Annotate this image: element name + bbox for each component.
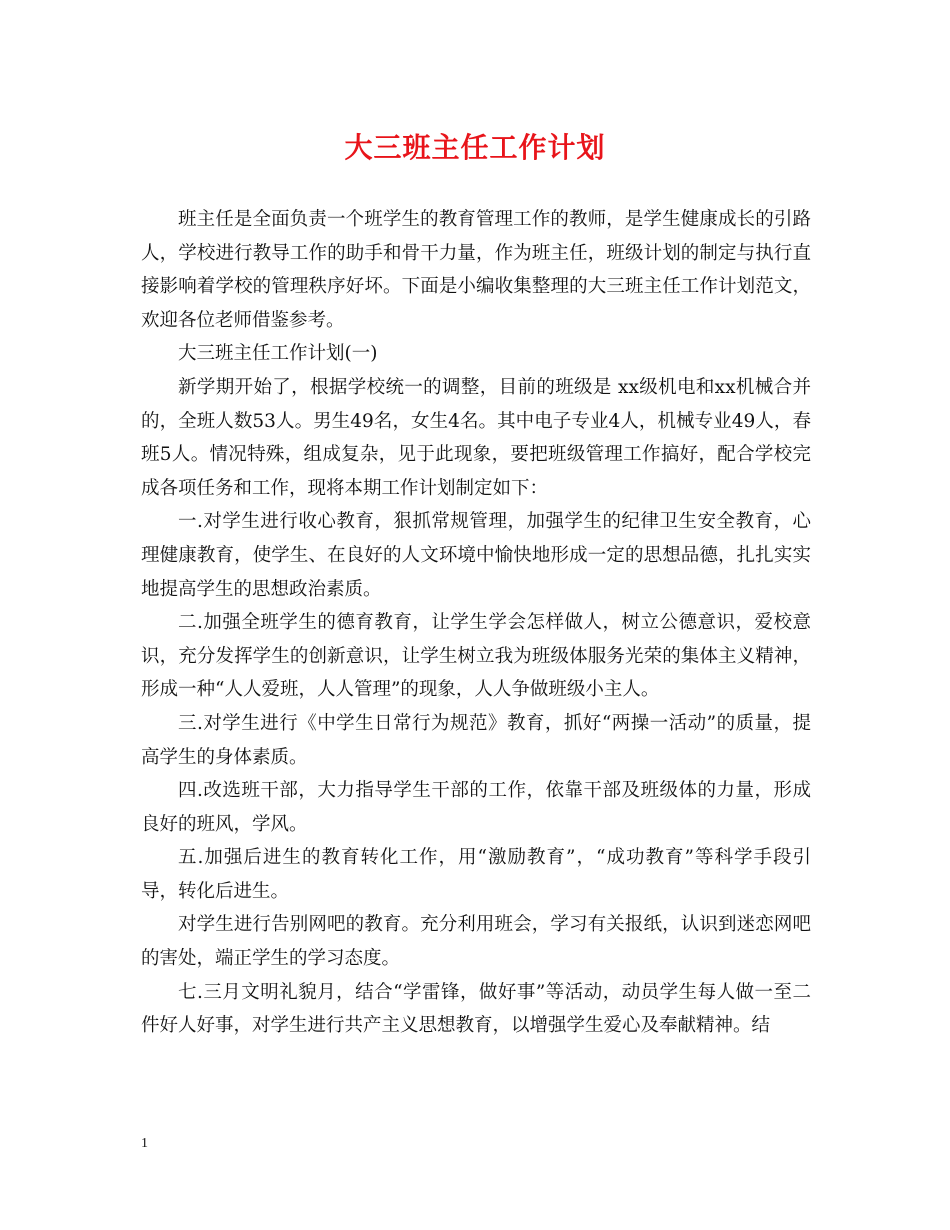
paragraph-item-6: 对学生进行告别网吧的教育。充分利用班会，学习有关报纸，认识到迷恋网吧的害处，端正学生的学习态度。 [141, 914, 811, 970]
document-body [141, 203, 811, 1043]
paragraph-item-5: 五.加强后进生的教育转化工作，用“激励教育”，“成功教育”等科学手段引导，转化后进生。 [141, 847, 811, 902]
paragraph-item-1: 一.对学生进行收心教育，狠抓常规管理，加强学生的纪律卫生安全教育，心理健康教育，使学生、在良好的人文环境中愉快地形成一定的思想品德，扎扎实实地提高学生的思想政治素质。 [141, 511, 811, 600]
paragraph-intro: 班主任是全面负责一个班学生的教育管理工作的教师，是学生健康成长的引路人，学校进行教导工作的助手和骨干力量，作为班主任，班级计划的制定与执行直接影响着学校的管理秩序好坏。下面是小编收集整理的大三班主任工作计划范文，欢迎各位老师借鉴参考。 [141, 209, 811, 331]
paragraph-item-2: 二.加强全班学生的德育教育，让学生学会怎样做人，树立公德意识，爱校意识，充分发挥学生的创新意识，让学生树立我为班级体服务光荣的集体主义精神，形成一种“人人爱班，人人管理”的现象，人人争做班级小主人。 [141, 612, 811, 701]
page-title: 大三班主任工作计划 [344, 131, 606, 164]
page-number: 1 [141, 1136, 148, 1151]
paragraph-item-3: 三.对学生进行《中学生日常行为规范》教育，抓好“两操一活动”的质量，提高学生的身体素质。 [141, 712, 811, 768]
paragraph-item-7: 七.三月文明礼貌月，结合“学雷锋，做好事”等活动，动员学生每人做一至二件好人好事，对学生进行共产主义思想教育，以增强学生爱心及奉献精神。结 [141, 981, 811, 1037]
paragraph-item-4: 四.改选班干部，大力指导学生干部的工作，依靠干部及班级体的力量，形成良好的班风，学风。 [141, 780, 811, 835]
paragraph-background: 新学期开始了，根据学校统一的调整，目前的班级是 xx级机电和xx机械合并的，全班人数53人。男生49名，女生4名。其中电子专业4人，机械专业49人，春班5人。情况特殊，组成复杂，见于此现象，要把班级管理工作搞好，配合学校完成各项任务和工作，现将本期工作计划制定如下： [141, 376, 811, 499]
section-heading: 大三班主任工作计划(一) [178, 343, 378, 365]
